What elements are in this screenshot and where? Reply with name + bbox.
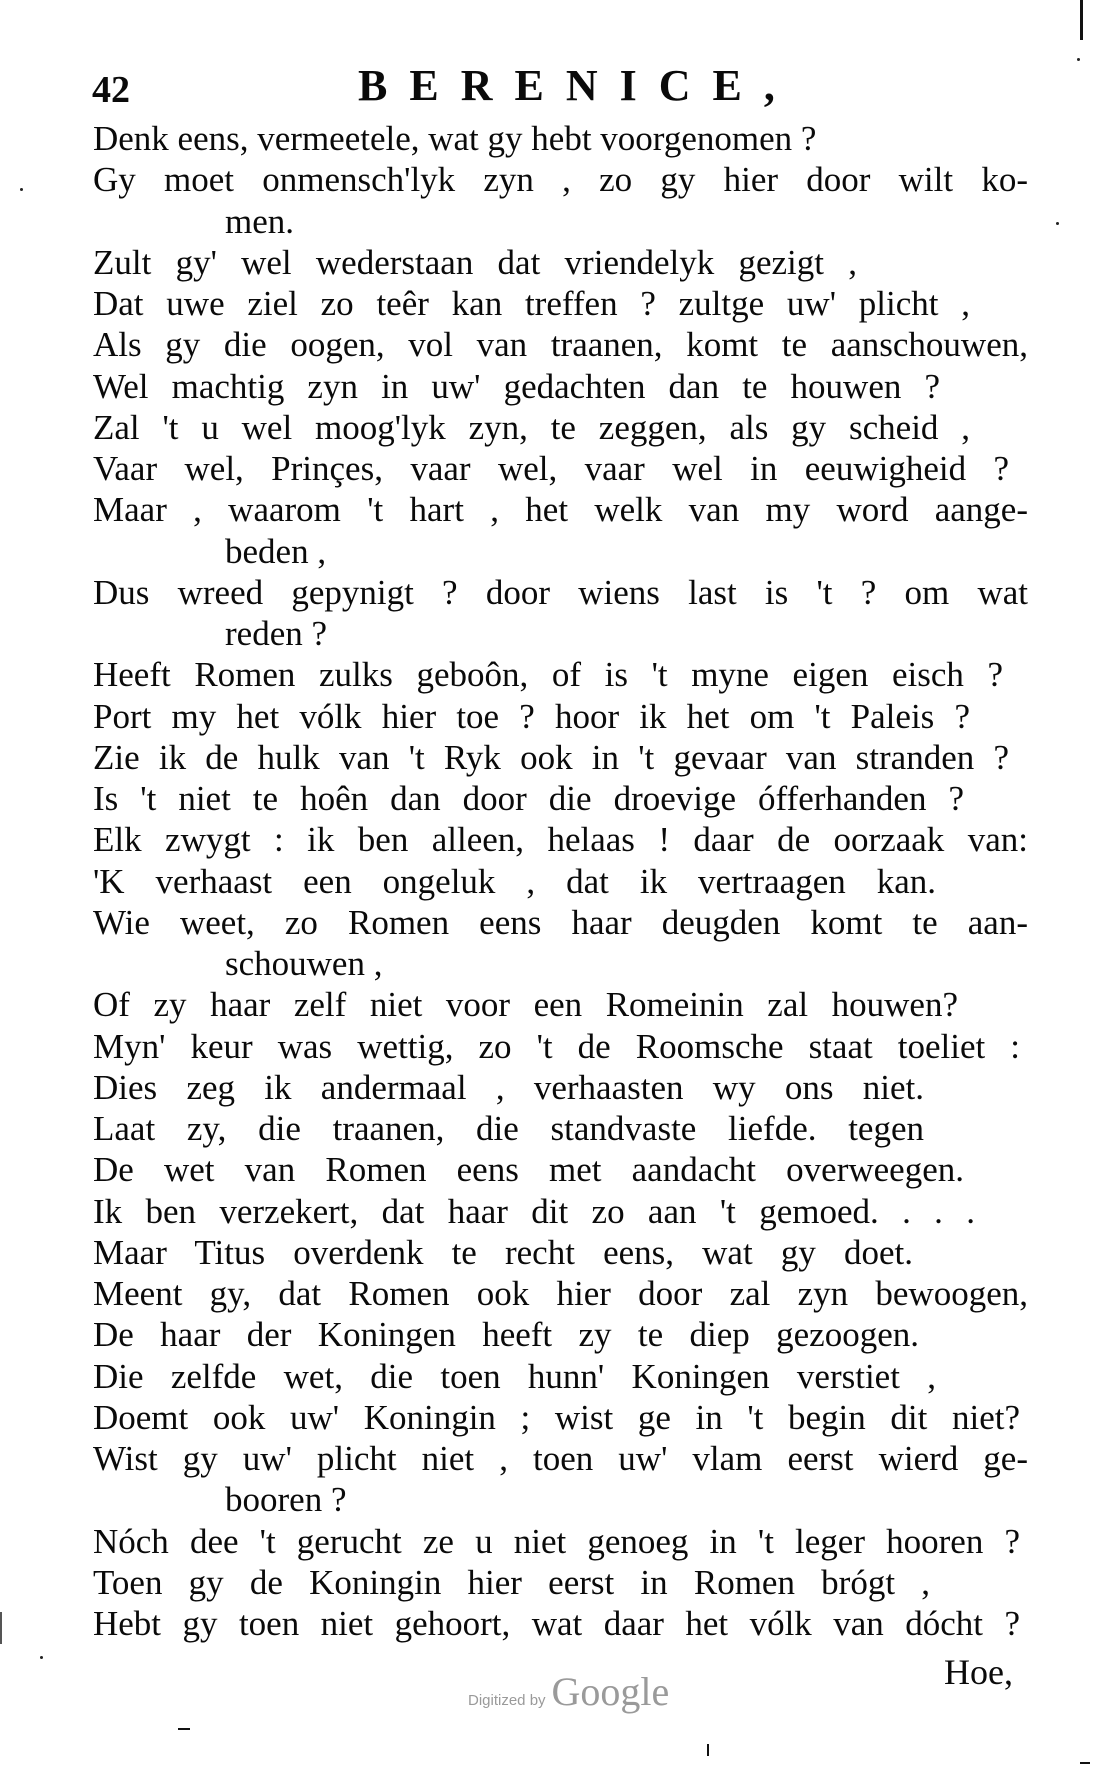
verse-line: Laat zy, die traanen, die standvaste liefde. tegen [93,1109,924,1148]
verse-line: Nóch dee 't gerucht ze u niet genoeg in 't leger hooren ? [93,1521,1020,1561]
verse-line: Doemt ook uw' Koningin ; wist ge in 't begin dit niet? [93,1397,1020,1437]
verse-line: Meent gy, dat Romen ook hier door zal zyn bewoogen, [93,1274,1028,1313]
verse-line: Vaar wel, Prinçes, vaar wel, vaar wel in eeuwigheid ? [93,449,1009,488]
verse-line: Als gy die oogen, vol van traanen, komt te aanschouwen, [93,325,1028,365]
verse-line: Heeft Romen zulks geboôn, of is 't myne eigen eisch ? [93,655,1003,695]
verse-line: Of zy haar zelf niet voor een Romeinin zal houwen? [93,985,958,1025]
verse-line: Port my het vólk hier toe ? hoor ik het om 't Paleis ? [93,696,970,736]
verse-line: Elk zwygt : ik ben alleen, helaas ! daar de oorzaak van: [93,820,1028,860]
catchword: Hoe, [944,1652,1013,1692]
verse-line: Zie ik de hulk van 't Ryk ook in 't gevaar van stranden ? [93,737,1009,777]
running-title: BERENICE, [358,61,797,110]
verse-line: Maar Titus overdenk te recht eens, wat gy doet. [93,1232,913,1272]
page-edge-mark [0,1612,2,1644]
verse-line: Zult gy' wel wederstaan dat vriendelyk gezigt , [93,242,857,282]
verse-line: Myn' keur was wettig, zo 't de Roomsche staat toeliet : [93,1026,1020,1066]
verse-line: Denk eens, vermeetele, wat gy hebt voorgenomen ? [93,119,817,158]
verse-line: Is 't niet te hoên dan door die droevige ófferhanden ? [93,779,964,818]
verse-line: Die zelfde wet, die toen hunn' Koningen verstiet , [93,1356,936,1396]
digitized-by-google-watermark [468,1668,669,1715]
verse-line: De wet van Romen eens met aandacht overweegen. [93,1150,964,1190]
google-logo: Google [551,1669,670,1714]
verse-line: Maar , waarom 't hart , het welk van my word aange- [93,490,1028,530]
verse-line-continuation: reden ? [225,614,328,653]
verse-body [93,118,1028,1644]
verse-line: De haar der Koningen heeft zy te diep gezoogen. [93,1315,919,1355]
verse-line: Dies zeg ik andermaal , verhaasten wy ons niet. [93,1067,924,1107]
verse-line: Wist gy uw' plicht niet , toen uw' vlam eerst wierd ge- [93,1439,1028,1478]
verse-line: Dus wreed gepynigt ? door wiens last is 't ? om wat [93,572,1028,612]
verse-line-continuation: schouwen , [225,944,383,983]
verse-line: Hebt gy toen niet gehoort, wat daar het vólk van dócht ? [93,1604,1020,1643]
watermark-prefix: Digitized by [468,1692,546,1709]
verse-line-continuation: booren ? [225,1480,347,1520]
page-number: 42 [92,69,130,111]
scan-speck [1077,58,1080,61]
verse-line-continuation: men. [225,201,295,241]
verse-line: Wel machtig zyn in uw' gedachten dan te houwen ? [93,366,940,406]
scan-speck [40,1656,43,1659]
verse-line: Zal 't u wel moog'lyk zyn, te zeggen, als gy scheid , [93,407,970,447]
scan-speck [1056,222,1059,225]
scan-speck [20,188,23,191]
verse-line: Toen gy de Koningin hier eerst in Romen brógt , [93,1562,930,1602]
verse-line: Wie weet, zo Romen eens haar deugden komt te aan- [93,902,1028,942]
verse-line-continuation: beden , [225,531,327,571]
page-edge-mark [707,1744,709,1756]
page-edge-mark [178,1728,190,1730]
page-edge-mark [1080,1762,1090,1764]
page-edge-mark [1080,0,1083,40]
verse-line: Dat uwe ziel zo teêr kan treffen ? zultge uw' plicht , [93,284,970,323]
verse-line: Ik ben verzekert, dat haar dit zo aan 't gemoed. . . . [93,1191,975,1231]
verse-line: Gy moet onmensch'lyk zyn , zo gy hier door wilt ko- [93,160,1028,200]
verse-line: 'K verhaast een ongeluk , dat ik vertraagen kan. [93,861,936,901]
